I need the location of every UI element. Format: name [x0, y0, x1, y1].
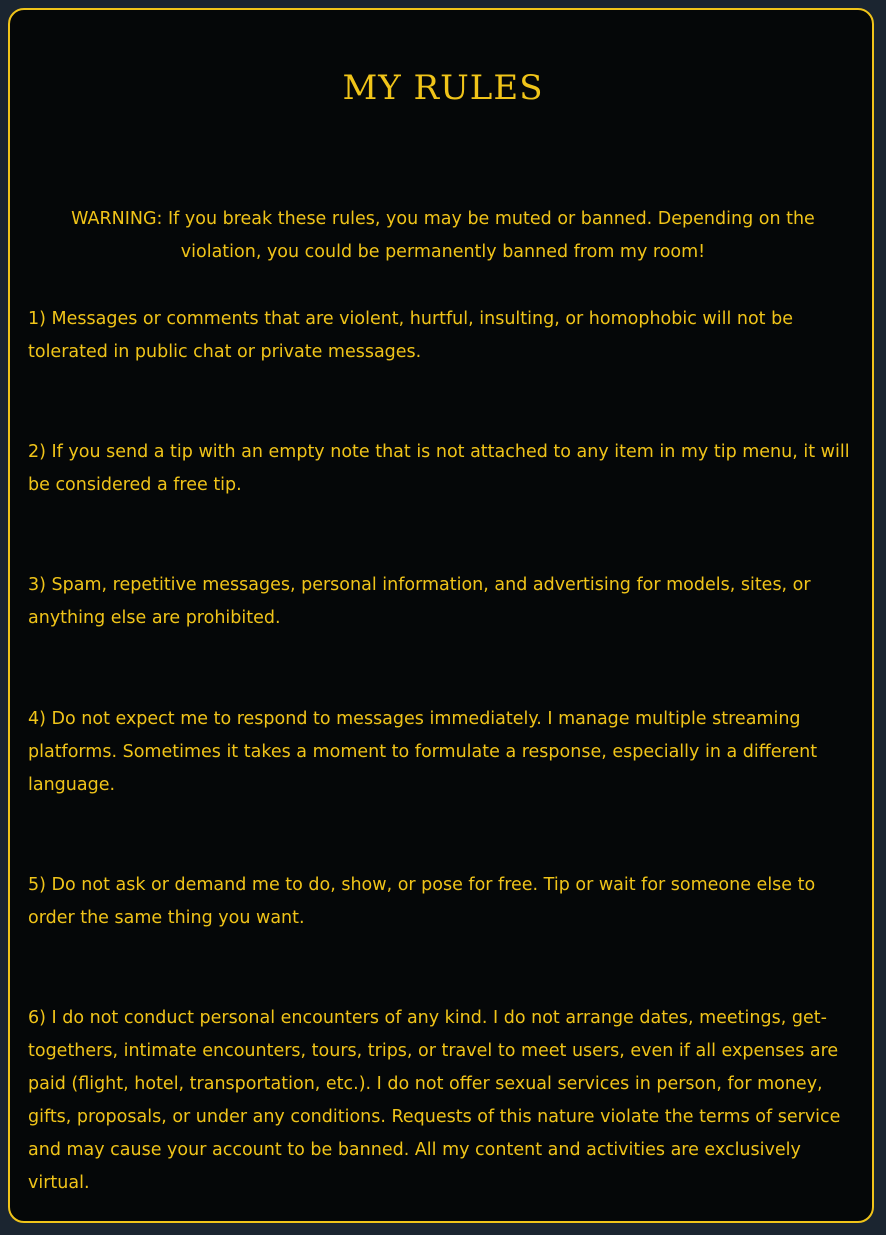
rules-panel: [8, 8, 874, 1223]
rule-3: 3) Spam, repetitive messages, personal information, and advertising for models, sites, or anything else are prohibited.: [28, 575, 811, 628]
rule-6: 6) I do not conduct personal encounters of any kind. I do not arrange dates, meetings, get-togethers, intimate encounters, tours, trips, or travel to meet users, even if all expenses are paid (flight, hotel, transportation, etc.). I do not offer sexual services in person, for money, gifts, proposals, or under any conditions. Requests of this nature violate the terms of service and may cause your account to be banned. All my content and activities are exclusively virtual.: [28, 1008, 841, 1193]
rule-4: 4) Do not expect me to respond to messages immediately. I manage multiple streaming platforms. Sometimes it takes a moment to formulate a response, especially in a different language.: [28, 709, 818, 795]
rule-1: 1) Messages or comments that are violent, hurtful, insulting, or homophobic will not be tolerated in public chat or private messages.: [28, 309, 793, 362]
warning-text: WARNING: If you break these rules, you may be muted or banned. Depending on the violation, you could be permanently banned from my room!: [71, 209, 815, 262]
rule-2: 2) If you send a tip with an empty note that is not attached to any item in my tip menu, it will be considered a free tip.: [28, 442, 850, 495]
rule-5: 5) Do not ask or demand me to do, show, or pose for free. Tip or wait for someone else to order the same thing you want.: [28, 875, 816, 928]
page-title: MY RULES: [342, 68, 544, 108]
